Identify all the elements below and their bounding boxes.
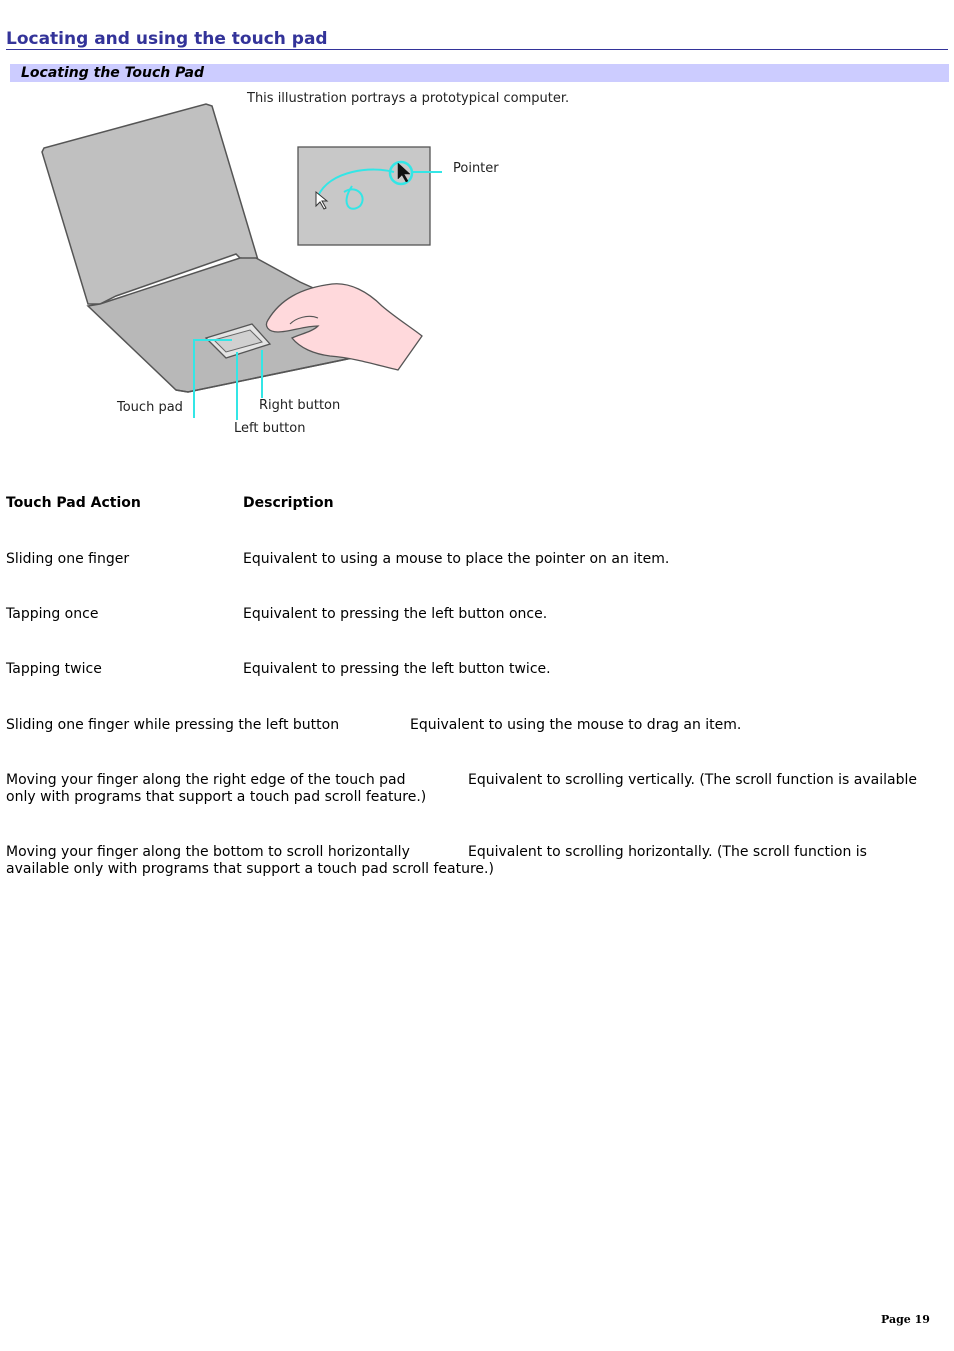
pointer-label: Pointer — [453, 161, 499, 176]
row-action: Sliding one finger — [6, 551, 130, 567]
row-action: Tapping twice — [6, 661, 102, 677]
page-title: Locating and using the touch pad — [6, 29, 948, 50]
illustration-caption: This illustration portrays a prototypical computer. — [247, 91, 570, 106]
row-action: Tapping once — [6, 606, 99, 622]
row-description-continued: only with programs that support a touch pad scroll feature.) — [6, 789, 427, 805]
touch-pad-label: Touch pad — [117, 400, 183, 415]
row-description: Equivalent to pressing the left button twice. — [243, 661, 551, 677]
header-description: Description — [243, 495, 334, 511]
row-description: Equivalent to scrolling horizontally. (The scroll function is — [468, 844, 867, 860]
left-button-label: Left button — [234, 421, 306, 436]
row-description-continued: available only with programs that support a touch pad scroll feature.) — [6, 861, 494, 877]
right-button-label: Right button — [259, 398, 341, 413]
header-touch-pad-action: Touch Pad Action — [6, 495, 141, 511]
section-title: Locating the Touch Pad — [21, 65, 204, 81]
row-description: Equivalent to using a mouse to place the pointer on an item. — [243, 551, 670, 567]
row-action: Moving your finger along the bottom to scroll horizontally — [6, 844, 410, 860]
row-action: Moving your finger along the right edge of the touch pad — [6, 772, 406, 788]
section-header-bar — [10, 64, 949, 82]
row-description: Equivalent to scrolling vertically. (The scroll function is available — [468, 772, 917, 788]
laptop-touchpad-illustration — [0, 86, 620, 446]
row-description: Equivalent to pressing the left button once. — [243, 606, 548, 622]
row-description: Equivalent to using the mouse to drag an item. — [410, 717, 742, 733]
page-number: Page 19 — [881, 1313, 930, 1326]
row-action: Sliding one finger while pressing the left button — [6, 717, 340, 733]
